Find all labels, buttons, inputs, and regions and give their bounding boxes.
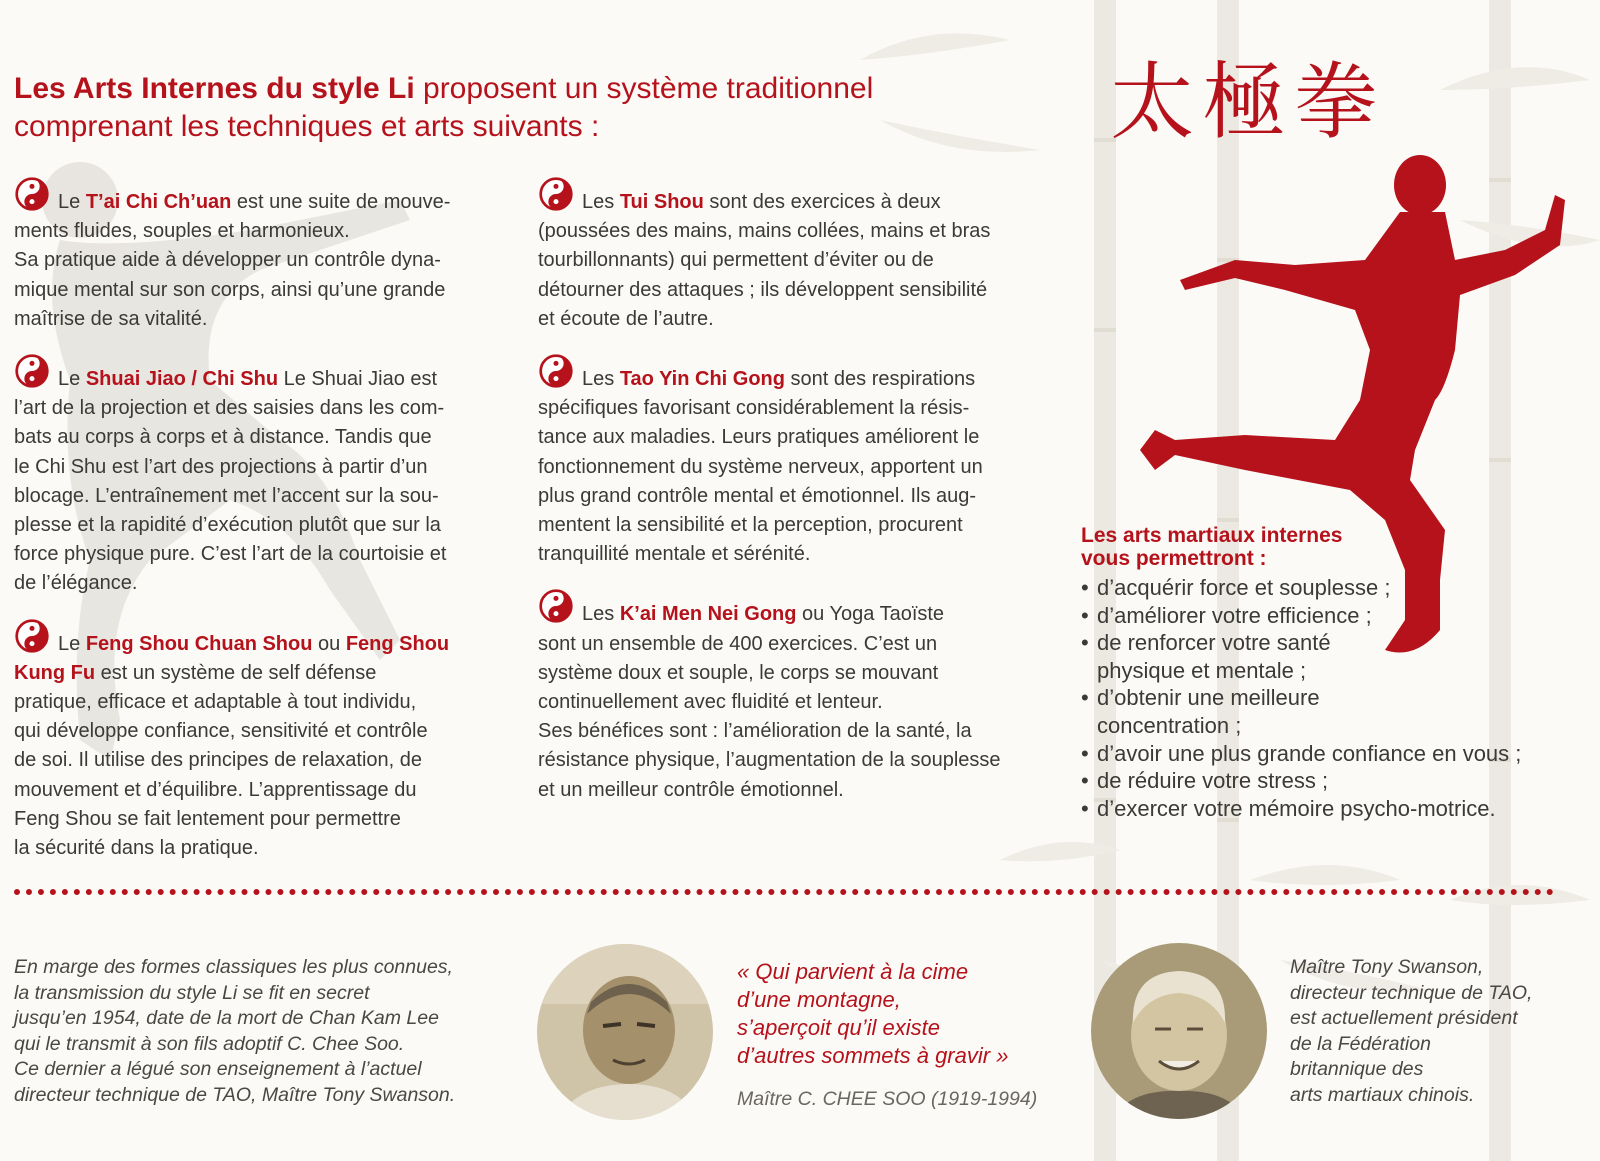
tui-paragraph: [538, 176, 1038, 334]
tao-pre: Les: [582, 368, 620, 391]
kai-l1: ou Yoga Taoïste: [796, 603, 945, 626]
feng-l4: qui développe confiance, sensitivité et contrôle: [14, 720, 428, 743]
left-column: [14, 176, 494, 882]
tui-l1: sont des exercices à deux: [703, 191, 941, 213]
tui-l5: et écoute de l’autre.: [538, 307, 714, 330]
feng-l2: est un système de self défense: [95, 661, 377, 684]
kai-l3: système doux et souple, le corps se mouvant: [538, 661, 939, 684]
tao-paragraph: [538, 353, 1038, 569]
feng-pre: Le: [58, 632, 86, 655]
yin-yang-icon: [538, 588, 574, 624]
shuai-l6: plesse et la rapidité d’exécution plutôt que sur la: [14, 514, 441, 537]
kai-l4: continuellement avec fluidité et lenteur.: [538, 691, 883, 714]
tui-l2: (poussées des mains, mains collées, mains et bras: [538, 220, 991, 243]
portrait-chee-soo-image: [537, 944, 713, 1120]
middle-column: [538, 176, 1038, 824]
yin-yang-icon: [538, 353, 574, 389]
taichi-l2: ments fluides, souples et harmonieux.: [14, 220, 350, 243]
portrait-chee-soo: [537, 944, 713, 1120]
history-line: En marge des formes classiques les plus connues,: [14, 956, 453, 978]
swanson-line: directeur technique de TAO,: [1290, 981, 1533, 1004]
history-line: directeur technique de TAO, Maître Tony Swanson.: [14, 1083, 456, 1106]
tao-l4: fonctionnement du système nerveux, apportent un: [538, 455, 983, 478]
shuai-name: Shuai Jiao / Chi Shu: [85, 368, 279, 391]
swanson-line: britannique des: [1290, 1058, 1424, 1080]
history-text: [14, 955, 514, 1108]
feng-name3: Kung Fu: [14, 661, 96, 684]
portrait-tony-swanson-image: [1091, 943, 1267, 1119]
shuai-l5: blocage. L’entraînement met l’accent sur la sou-: [14, 484, 439, 507]
taichi-l4: mique mental sur son corps, ainsi qu’une grande: [14, 278, 446, 301]
shuai-pre: Le: [58, 368, 86, 391]
feng-name2: Feng Shou: [345, 632, 450, 655]
benefits-title-2: vous permettront :: [1081, 547, 1267, 570]
swanson-line: arts martiaux chinois.: [1290, 1083, 1475, 1106]
feng-l5: de soi. Il utilise des principes de relaxation, de: [14, 749, 423, 772]
yin-yang-icon: [14, 176, 50, 212]
headline-bold: Les Arts Internes du style Li: [14, 72, 415, 105]
tao-l3: tance aux maladies. Leurs pratiques améliorent le: [538, 426, 980, 449]
shuai-l4: le Chi Shu est l’art des projections à partir d’un: [14, 455, 428, 478]
kai-l2: sont un ensemble de 400 exercices. C’est un: [538, 632, 938, 655]
hanzi-title: 太極拳: [1110, 53, 1387, 151]
tao-l5: plus grand contrôle mental et émotionnel. Ils aug-: [538, 484, 977, 507]
tui-l3: tourbillonnants) qui permettent d’éviter ou de: [538, 249, 934, 272]
shuai-l8: de l’élégance.: [14, 572, 138, 595]
kai-paragraph: [538, 588, 1038, 804]
benefit-item: • de réduire votre stress ;: [1081, 767, 1581, 795]
tao-l2: spécifiques favorisant considérablement la résis-: [538, 397, 970, 420]
benefit-item-line: physique et mentale ;: [1097, 657, 1307, 683]
tao-name: Tao Yin Chi Gong: [619, 368, 785, 391]
tao-l7: tranquillité mentale et sérénité.: [538, 543, 811, 566]
taichi-pre: Le: [58, 191, 86, 213]
headline-rest: proposent un système traditionnel: [414, 72, 874, 105]
page-headline: [14, 70, 1014, 146]
swanson-line: Maître Tony Swanson,: [1290, 956, 1484, 978]
taichi-paragraph: [14, 176, 494, 334]
shuai-l1: Le Shuai Jiao est: [278, 368, 438, 391]
feng-l8: la sécurité dans la pratique.: [14, 837, 259, 860]
quote-line: d’autres sommets à gravir »: [737, 1043, 1009, 1068]
swanson-caption: [1290, 955, 1590, 1108]
quote-line: d’une montagne,: [737, 987, 901, 1012]
dotted-divider: [14, 889, 1554, 895]
yin-yang-icon: [538, 176, 574, 212]
shuai-l2: l’art de la projection et des saisies dans les com-: [14, 397, 445, 420]
tao-l1: sont des respirations: [785, 368, 976, 391]
shuai-paragraph: [14, 353, 494, 599]
benefits-list: [1081, 574, 1581, 822]
headline-line2: comprenant les techniques et arts suivants :: [14, 110, 600, 143]
feng-paragraph: [14, 618, 494, 864]
feng-l6: mouvement et d’équilibre. L’apprentissage du: [14, 778, 417, 801]
tui-pre: Les: [582, 191, 620, 213]
benefit-item-line: d’obtenir une meilleure: [1097, 685, 1320, 711]
feng-name1: Feng Shou Chuan Shou: [85, 632, 313, 655]
taichi-l3: Sa pratique aide à développer un contrôle dyna-: [14, 249, 441, 272]
benefit-item: [1081, 629, 1581, 684]
tui-name: Tui Shou: [619, 191, 704, 213]
swanson-line: est actuellement président: [1290, 1007, 1518, 1029]
shuai-l3: bats au corps à corps et à distance. Tandis que: [14, 426, 432, 449]
benefit-item: [1081, 684, 1581, 739]
quote-line: « Qui parvient à la cime: [737, 959, 969, 984]
feng-ou: ou: [312, 632, 346, 655]
benefits-box: [1081, 524, 1581, 822]
history-line: la transmission du style Li se fit en secret: [14, 981, 370, 1004]
kai-pre: Les: [582, 603, 620, 626]
yin-yang-icon: [14, 353, 50, 389]
taichi-l5: maîtrise de sa vitalité.: [14, 307, 208, 330]
kai-name: K’ai Men Nei Gong: [619, 603, 797, 626]
kai-l5: Ses bénéfices sont : l’amélioration de la santé, la: [538, 720, 972, 743]
benefit-item: • d’acquérir force et souplesse ;: [1081, 574, 1581, 602]
benefit-item: • d’avoir une plus grande confiance en vous ;: [1081, 740, 1581, 768]
taichi-name: T’ai Chi Ch’uan: [85, 191, 232, 213]
benefits-title-1: Les arts martiaux internes: [1081, 524, 1343, 547]
swanson-line: de la Fédération: [1290, 1032, 1431, 1055]
quote-block: [737, 958, 1057, 1070]
feng-l7: Feng Shou se fait lentement pour permettre: [14, 807, 401, 830]
benefit-item: • d’améliorer votre efficience ;: [1081, 602, 1581, 630]
tui-l4: détourner des attaques ; ils développent sensibilité: [538, 278, 988, 301]
history-line: qui le transmit à son fils adoptif C. Chee Soo.: [14, 1032, 405, 1055]
benefit-item: • d’exercer votre mémoire psycho-motrice.: [1081, 795, 1581, 823]
yin-yang-icon: [14, 618, 50, 654]
quote-line: s’aperçoit qu’il existe: [737, 1015, 940, 1040]
quote-author: Maître C. CHEE SOO (1919-1994): [737, 1088, 1038, 1110]
shuai-l7: force physique pure. C’est l’art de la courtoisie et: [14, 543, 447, 566]
history-line: jusqu’en 1954, date de la mort de Chan Kam Lee: [14, 1007, 439, 1029]
kai-l6: résistance physique, l’augmentation de la souplesse: [538, 749, 1001, 772]
benefit-item-line: de renforcer votre santé: [1097, 630, 1331, 656]
taichi-l1: est une suite de mouve-: [231, 191, 451, 213]
feng-l3: pratique, efficace et adaptable à tout individu,: [14, 691, 417, 714]
tao-l6: mentent la sensibilité et la perception, procurent: [538, 514, 963, 537]
portrait-tony-swanson: [1091, 943, 1267, 1119]
kai-l7: et un meilleur contrôle émotionnel.: [538, 778, 844, 801]
benefit-item-line: concentration ;: [1097, 712, 1242, 738]
history-line: Ce dernier a légué son enseignement à l’actuel: [14, 1058, 422, 1080]
